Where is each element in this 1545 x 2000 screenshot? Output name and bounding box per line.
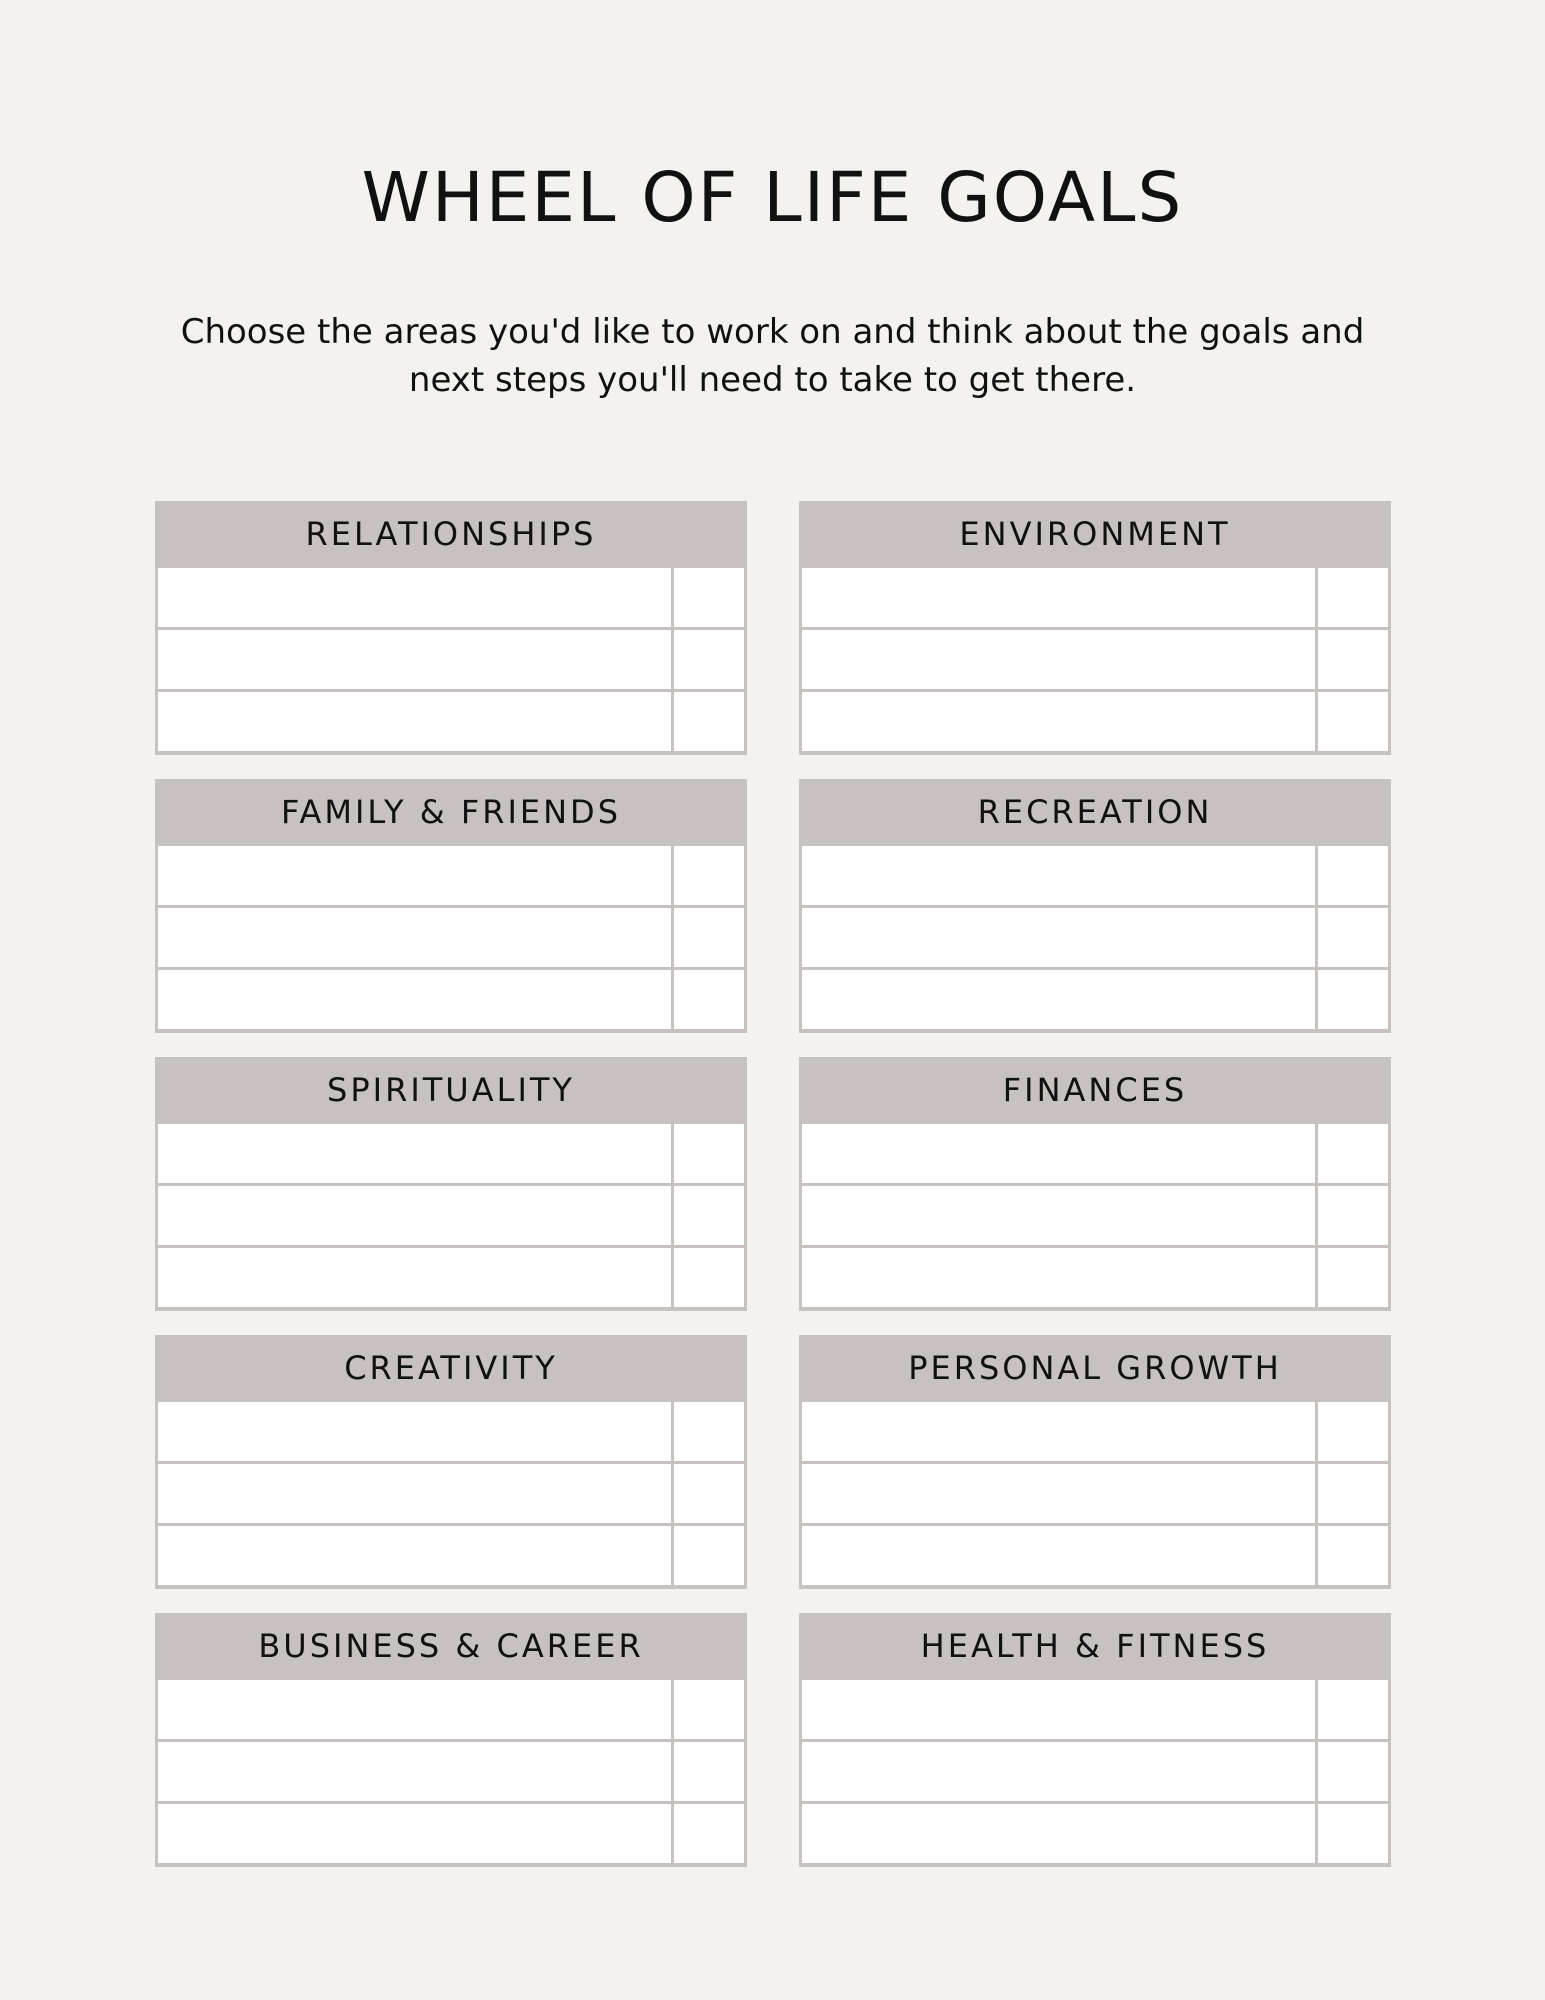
goal-entry-field[interactable] bbox=[802, 1742, 1315, 1801]
goal-checkbox-cell[interactable] bbox=[1318, 630, 1388, 689]
goal-checkbox-cell[interactable] bbox=[674, 1680, 744, 1739]
goal-entry-field[interactable] bbox=[802, 630, 1315, 689]
goal-checkbox-cell[interactable] bbox=[1318, 970, 1388, 1029]
goal-checkbox-cell[interactable] bbox=[1318, 1680, 1388, 1739]
goal-entry-field[interactable] bbox=[158, 1526, 671, 1585]
goal-entry-field[interactable] bbox=[158, 692, 671, 751]
goal-card bbox=[155, 1613, 747, 1867]
goal-card-title: RELATIONSHIPS bbox=[155, 501, 747, 568]
goal-checkbox-cell[interactable] bbox=[674, 568, 744, 627]
goal-table bbox=[155, 1124, 747, 1311]
goal-entry-field[interactable] bbox=[158, 1804, 671, 1863]
goal-checkbox-cell[interactable] bbox=[674, 692, 744, 751]
goal-card-title: SPIRITUALITY bbox=[155, 1057, 747, 1124]
goal-table bbox=[799, 1124, 1391, 1311]
goal-checkbox-cell[interactable] bbox=[674, 908, 744, 967]
goal-row bbox=[158, 630, 744, 689]
goal-row bbox=[802, 630, 1388, 689]
goal-checkbox-cell[interactable] bbox=[674, 1526, 744, 1585]
goal-row bbox=[158, 1742, 744, 1801]
goal-table bbox=[799, 568, 1391, 755]
goal-checkbox-cell[interactable] bbox=[674, 1186, 744, 1245]
goal-entry-field[interactable] bbox=[802, 692, 1315, 751]
goal-card bbox=[799, 501, 1391, 755]
goal-entry-field[interactable] bbox=[158, 1742, 671, 1801]
goal-table bbox=[155, 1680, 747, 1867]
goal-checkbox-cell[interactable] bbox=[1318, 568, 1388, 627]
goal-entry-field[interactable] bbox=[802, 1526, 1315, 1585]
goal-card-title: RECREATION bbox=[799, 779, 1391, 846]
goal-entry-field[interactable] bbox=[158, 1402, 671, 1461]
goal-row bbox=[802, 1804, 1388, 1863]
goal-checkbox-cell[interactable] bbox=[1318, 1186, 1388, 1245]
goal-checkbox-cell[interactable] bbox=[674, 846, 744, 905]
goal-entry-field[interactable] bbox=[158, 908, 671, 967]
goal-checkbox-cell[interactable] bbox=[1318, 1402, 1388, 1461]
page-title: WHEEL OF LIFE GOALS bbox=[361, 158, 1184, 238]
goal-row bbox=[158, 970, 744, 1029]
goal-card bbox=[155, 501, 747, 755]
goal-table bbox=[155, 568, 747, 755]
goal-entry-field[interactable] bbox=[802, 846, 1315, 905]
goal-row bbox=[802, 970, 1388, 1029]
goal-table bbox=[799, 1680, 1391, 1867]
goal-row bbox=[802, 1680, 1388, 1739]
goal-card bbox=[799, 1057, 1391, 1311]
goal-row bbox=[802, 1464, 1388, 1523]
goal-row bbox=[158, 692, 744, 751]
goal-entry-field[interactable] bbox=[802, 1402, 1315, 1461]
goal-card bbox=[155, 1057, 747, 1311]
goal-entry-field[interactable] bbox=[802, 1680, 1315, 1739]
goal-entry-field[interactable] bbox=[158, 1186, 671, 1245]
goal-row bbox=[158, 908, 744, 967]
goal-row bbox=[158, 1402, 744, 1461]
goal-card bbox=[155, 779, 747, 1033]
goal-row bbox=[802, 908, 1388, 967]
goal-checkbox-cell[interactable] bbox=[674, 1248, 744, 1307]
goal-entry-field[interactable] bbox=[802, 1186, 1315, 1245]
goal-row bbox=[158, 568, 744, 627]
goal-card-title: BUSINESS & CAREER bbox=[155, 1613, 747, 1680]
goal-row bbox=[802, 846, 1388, 905]
goal-checkbox-cell[interactable] bbox=[1318, 1526, 1388, 1585]
goal-entry-field[interactable] bbox=[158, 1680, 671, 1739]
goal-row bbox=[802, 1402, 1388, 1461]
goal-row bbox=[802, 1248, 1388, 1307]
goal-entry-field[interactable] bbox=[158, 846, 671, 905]
goal-entry-field[interactable] bbox=[158, 970, 671, 1029]
goal-checkbox-cell[interactable] bbox=[674, 1804, 744, 1863]
goal-row bbox=[158, 1186, 744, 1245]
goal-card-title: PERSONAL GROWTH bbox=[799, 1335, 1391, 1402]
goal-card-title: FAMILY & FRIENDS bbox=[155, 779, 747, 846]
goal-row bbox=[158, 846, 744, 905]
goal-card bbox=[799, 1335, 1391, 1589]
goal-checkbox-cell[interactable] bbox=[1318, 846, 1388, 905]
goal-checkbox-cell[interactable] bbox=[1318, 692, 1388, 751]
goal-row bbox=[802, 692, 1388, 751]
goal-entry-field[interactable] bbox=[802, 1804, 1315, 1863]
goal-entry-field[interactable] bbox=[802, 1124, 1315, 1183]
goal-checkbox-cell[interactable] bbox=[1318, 1464, 1388, 1523]
goal-checkbox-cell[interactable] bbox=[674, 630, 744, 689]
goal-card bbox=[799, 1613, 1391, 1867]
goal-table bbox=[155, 846, 747, 1033]
goal-table bbox=[799, 1402, 1391, 1589]
goal-checkbox-cell[interactable] bbox=[1318, 908, 1388, 967]
goal-row bbox=[158, 1526, 744, 1585]
goal-row bbox=[158, 1124, 744, 1183]
goal-entry-field[interactable] bbox=[158, 1248, 671, 1307]
goal-entry-field[interactable] bbox=[158, 1464, 671, 1523]
goal-card-title: CREATIVITY bbox=[155, 1335, 747, 1402]
goal-checkbox-cell[interactable] bbox=[1318, 1248, 1388, 1307]
goal-checkbox-cell[interactable] bbox=[1318, 1124, 1388, 1183]
goal-card-title: FINANCES bbox=[799, 1057, 1391, 1124]
goal-entry-field[interactable] bbox=[158, 568, 671, 627]
goal-row bbox=[802, 1526, 1388, 1585]
goal-checkbox-cell[interactable] bbox=[674, 1742, 744, 1801]
goal-entry-field[interactable] bbox=[802, 568, 1315, 627]
goal-card-title: HEALTH & FITNESS bbox=[799, 1613, 1391, 1680]
goal-checkbox-cell[interactable] bbox=[1318, 1804, 1388, 1863]
goal-entry-field[interactable] bbox=[802, 908, 1315, 967]
goal-entry-field[interactable] bbox=[158, 1124, 671, 1183]
goal-checkbox-cell[interactable] bbox=[674, 1124, 744, 1183]
goal-card-title: ENVIRONMENT bbox=[799, 501, 1391, 568]
goal-row bbox=[158, 1804, 744, 1863]
goal-entry-field[interactable] bbox=[802, 970, 1315, 1029]
goal-row bbox=[158, 1464, 744, 1523]
goal-table bbox=[799, 846, 1391, 1033]
goal-checkbox-cell[interactable] bbox=[674, 1402, 744, 1461]
goal-card bbox=[155, 1335, 747, 1589]
goal-row bbox=[802, 1742, 1388, 1801]
goal-entry-field[interactable] bbox=[158, 630, 671, 689]
goal-entry-field[interactable] bbox=[802, 1248, 1315, 1307]
goal-card bbox=[799, 779, 1391, 1033]
goal-entry-field[interactable] bbox=[802, 1464, 1315, 1523]
goal-checkbox-cell[interactable] bbox=[1318, 1742, 1388, 1801]
goal-row bbox=[802, 1186, 1388, 1245]
goal-checkbox-cell[interactable] bbox=[674, 1464, 744, 1523]
goal-row bbox=[802, 1124, 1388, 1183]
goal-checkbox-cell[interactable] bbox=[674, 970, 744, 1029]
goal-row bbox=[158, 1680, 744, 1739]
page-subtitle: Choose the areas you'd like to work on and think about the goals and next steps you'll need to take to get there. bbox=[180, 312, 1365, 400]
goal-table bbox=[155, 1402, 747, 1589]
goal-row bbox=[158, 1248, 744, 1307]
goal-row bbox=[802, 568, 1388, 627]
